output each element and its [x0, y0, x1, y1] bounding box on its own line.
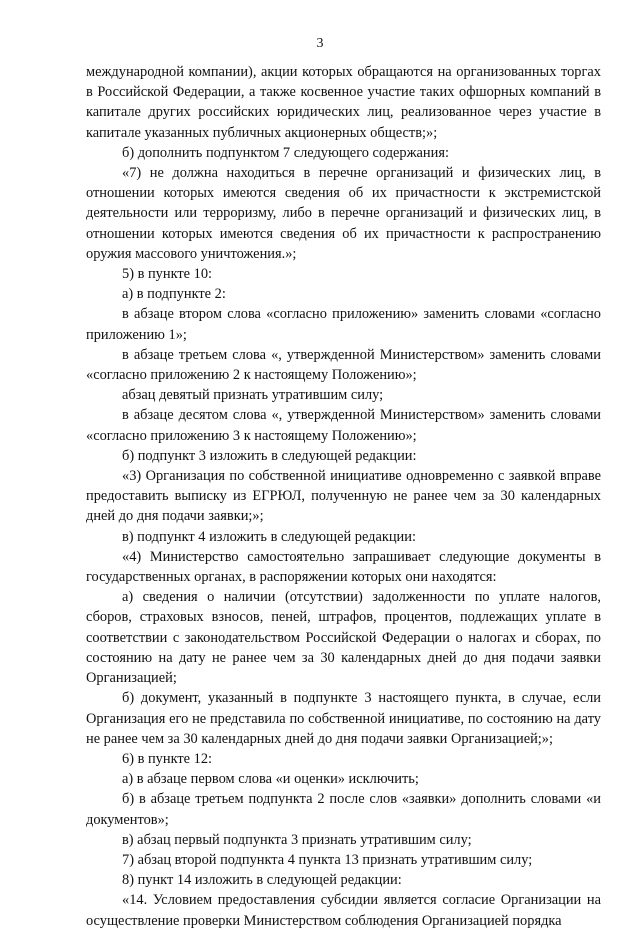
paragraph-5: а) в подпункте 2:: [122, 286, 226, 303]
paragraph-3: «7) не должна находиться в перечне организаций и физических лиц, в отношении которых имеются сведения об их причастности к экстремистской деятельности или терроризму, либо в перечне организаций и физических лиц, в отношении которых имеются сведения об их причастности к распространению оружия массового уничтожения.»;: [86, 165, 601, 262]
paragraph-8: абзац девятый признать утратившим силу;: [122, 387, 384, 404]
paragraph-10: б) подпункт 3 изложить в следующей редакции:: [122, 447, 417, 464]
paragraph-16: 6) в пункте 12:: [122, 750, 213, 767]
paragraph-1: международной компании), акции которых обращаются на организованных торгах в Российской Федерации, а также косвенное участие таких офшорных компаний в капитале других российских юридических лиц, реализованное через участие в капитале указанных публичных акционерных обществ;»;: [86, 64, 601, 141]
paragraph-6: в абзаце втором слова «согласно приложению» заменить словами «согласно приложению 1»;: [86, 306, 601, 343]
paragraph-11: «3) Организация по собственной инициативе одновременно с заявкой вправе предоставить выписку из ЕГРЮЛ, полученную не ранее чем за 30 календарных дней до дня подачи заявки;»;: [86, 468, 601, 525]
paragraph-9: в абзаце десятом слова «, утвержденной Министерством» заменить словами «согласно приложению 3 к настоящему Положению»;: [86, 407, 601, 444]
paragraph-17: а) в абзаце первом слова «и оценки» исключить;: [122, 771, 419, 788]
paragraph-22: «14. Условием предоставления субсидии является согласие Организации на осуществление проверки Министерством соблюдения Организацией порядка: [86, 892, 601, 929]
paragraph-4: 5) в пункте 10:: [122, 266, 213, 283]
paragraph-15: б) документ, указанный в подпункте 3 настоящего пункта, в случае, если Организация его не представила по собственной инициативе, по состоянию на дату не ранее чем за 30 календарных дней до дня подачи заявки Организацией;»;: [86, 690, 601, 747]
paragraph-14: а) сведения о наличии (отсутствии) задолженности по уплате налогов, сборов, страховых взносов, пеней, штрафов, процентов, подлежащих уплате в соответствии с законодательством Российской Федерации о налогах и сборах, по состоянию на дату не ранее чем за 30 календарных дней до дня подачи заявки Организацией;: [86, 589, 601, 687]
paragraph-13: «4) Министерство самостоятельно запрашивает следующие документы в государственных органах, в распоряжении которых они находятся:: [86, 548, 601, 586]
paragraph-18: б) в абзаце третьем подпункта 2 после слов «заявки» дополнить словами «и документов»;: [86, 791, 601, 828]
paragraph-2: б) дополнить подпунктом 7 следующего содержания:: [122, 144, 449, 161]
paragraph-21: 8) пункт 14 изложить в следующей редакции:: [122, 872, 402, 889]
document-body: [86, 62, 601, 931]
paragraph-12: в) подпункт 4 изложить в следующей редакции:: [122, 528, 416, 545]
paragraph-19: в) абзац первый подпункта 3 признать утратившим силу;: [122, 831, 472, 848]
paragraph-20: 7) абзац второй подпункта 4 пункта 13 признать утратившим силу;: [122, 851, 533, 868]
page-number: 3: [316, 36, 324, 51]
paragraph-7: в абзаце третьем слова «, утвержденной Министерством» заменить словами «согласно приложению 2 к настоящему Положению»;: [86, 346, 601, 384]
